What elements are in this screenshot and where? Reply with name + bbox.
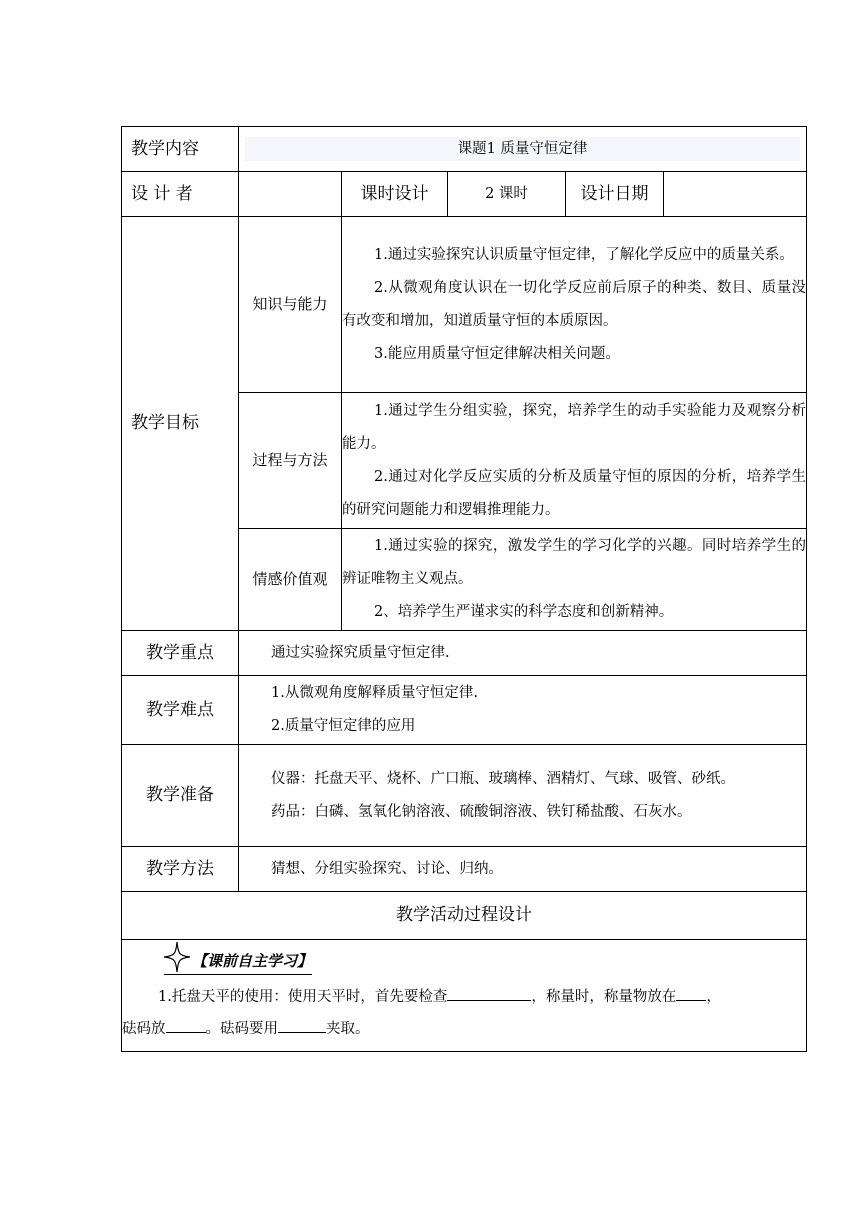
- four-point-star-icon: [164, 942, 190, 972]
- activity-content-row: [122, 940, 807, 1052]
- knowledge-item: 3.能应用质量守恒定律解决相关问题。: [374, 345, 620, 362]
- knowledge-label: 知识与能力: [239, 217, 342, 393]
- chemicals-text: 药品：白磷、氢氧化钠溶液、硫酸铜溶液、铁钉稀盐酸、石灰水。: [271, 803, 692, 820]
- self-study-heading-text: 【课前自主学习】: [192, 952, 313, 970]
- objectives-label: 教学目标: [122, 217, 239, 631]
- preparation-content: [239, 745, 807, 847]
- process-label: 过程与方法: [239, 393, 342, 529]
- lesson-title: 课题1 质量守恒定律: [245, 137, 800, 161]
- q1-text-1: 1.托盘天平的使用：使用天平时，首先要检查: [158, 989, 448, 1005]
- q1-text-2: ，称量时，称量物放在: [531, 989, 677, 1005]
- difficulty-item: 2.质量守恒定律的应用: [271, 718, 416, 734]
- self-study-heading: [164, 948, 312, 975]
- q1-text-5: 。砝码要用: [205, 1021, 278, 1037]
- method-row: [122, 847, 807, 892]
- preparation-row: [122, 745, 807, 847]
- blank-2[interactable]: [676, 984, 706, 1001]
- key-point-text: 通过实验探究质量守恒定律.: [271, 644, 450, 661]
- instruments-text: 仪器：托盘天平、烧杯、广口瓶、玻璃棒、酒精灯、气球、吸管、砂纸。: [271, 770, 735, 787]
- content-cell: [239, 127, 807, 172]
- emotion-item: 2、培养学生严谨求实的科学态度和创新精神。: [374, 604, 674, 620]
- lesson-plan-table: [121, 126, 807, 1052]
- knowledge-item: 1.通过实验探究认识质量守恒定律，了解化学反应中的质量关系。: [374, 246, 794, 263]
- emotion-content: [342, 529, 807, 631]
- period-value: 2 课时: [448, 172, 566, 217]
- knowledge-content: [342, 217, 807, 393]
- designer-value: [239, 172, 342, 217]
- blank-1[interactable]: [447, 984, 531, 1001]
- process-item: 1.通过学生分组实验，探究，培养学生的动手实验能力及观察分析能力。: [342, 402, 807, 452]
- q1-text-4: 砝码放: [122, 1021, 166, 1037]
- activity-content: [122, 940, 807, 1052]
- date-value: [664, 172, 807, 217]
- method-label: 教学方法: [122, 847, 239, 892]
- knowledge-item: 2.从微观角度认识在一切化学反应前后原子的种类、数目、质量没有改变和增加，知道质量守恒的本质原因。: [342, 279, 807, 329]
- emotion-item: 1.通过实验的探究，激发学生的学习化学的兴趣。同时培养学生的辨证唯物主义观点。: [342, 538, 807, 587]
- blank-4[interactable]: [278, 1016, 326, 1033]
- difficulty-content: [239, 676, 807, 745]
- content-label: 教学内容: [122, 127, 239, 172]
- difficulty-item: 1.从微观角度解释质量守恒定律.: [271, 685, 478, 701]
- key-point-row: [122, 631, 807, 676]
- activity-title-row: [122, 892, 807, 940]
- question-1-continued: [122, 1013, 806, 1045]
- activity-title: 教学活动过程设计: [122, 892, 807, 940]
- method-text: 猜想、分组实验探究、讨论、归纳。: [271, 860, 503, 877]
- key-point-label: 教学重点: [122, 631, 239, 676]
- date-label: 设计日期: [566, 172, 664, 217]
- method-content: [239, 847, 807, 892]
- difficulty-row: [122, 676, 807, 745]
- content-row: [122, 127, 807, 172]
- preparation-label: 教学准备: [122, 745, 239, 847]
- q1-text-3: ，: [706, 989, 721, 1005]
- q1-text-6: 夹取。: [326, 1021, 370, 1037]
- blank-3[interactable]: [166, 1016, 206, 1033]
- process-content: [342, 393, 807, 529]
- designer-label: 设 计 者: [122, 172, 239, 217]
- key-point-content: [239, 631, 807, 676]
- emotion-label: 情感价值观: [239, 529, 342, 631]
- period-label: 课时设计: [342, 172, 448, 217]
- designer-row: [122, 172, 807, 217]
- process-item: 2.通过对化学反应实质的分析及质量守恒的原因的分析，培养学生的研究问题能力和逻辑推理能力。: [342, 468, 807, 518]
- difficulty-label: 教学难点: [122, 676, 239, 745]
- knowledge-row: [122, 217, 807, 393]
- question-1: [122, 981, 806, 1013]
